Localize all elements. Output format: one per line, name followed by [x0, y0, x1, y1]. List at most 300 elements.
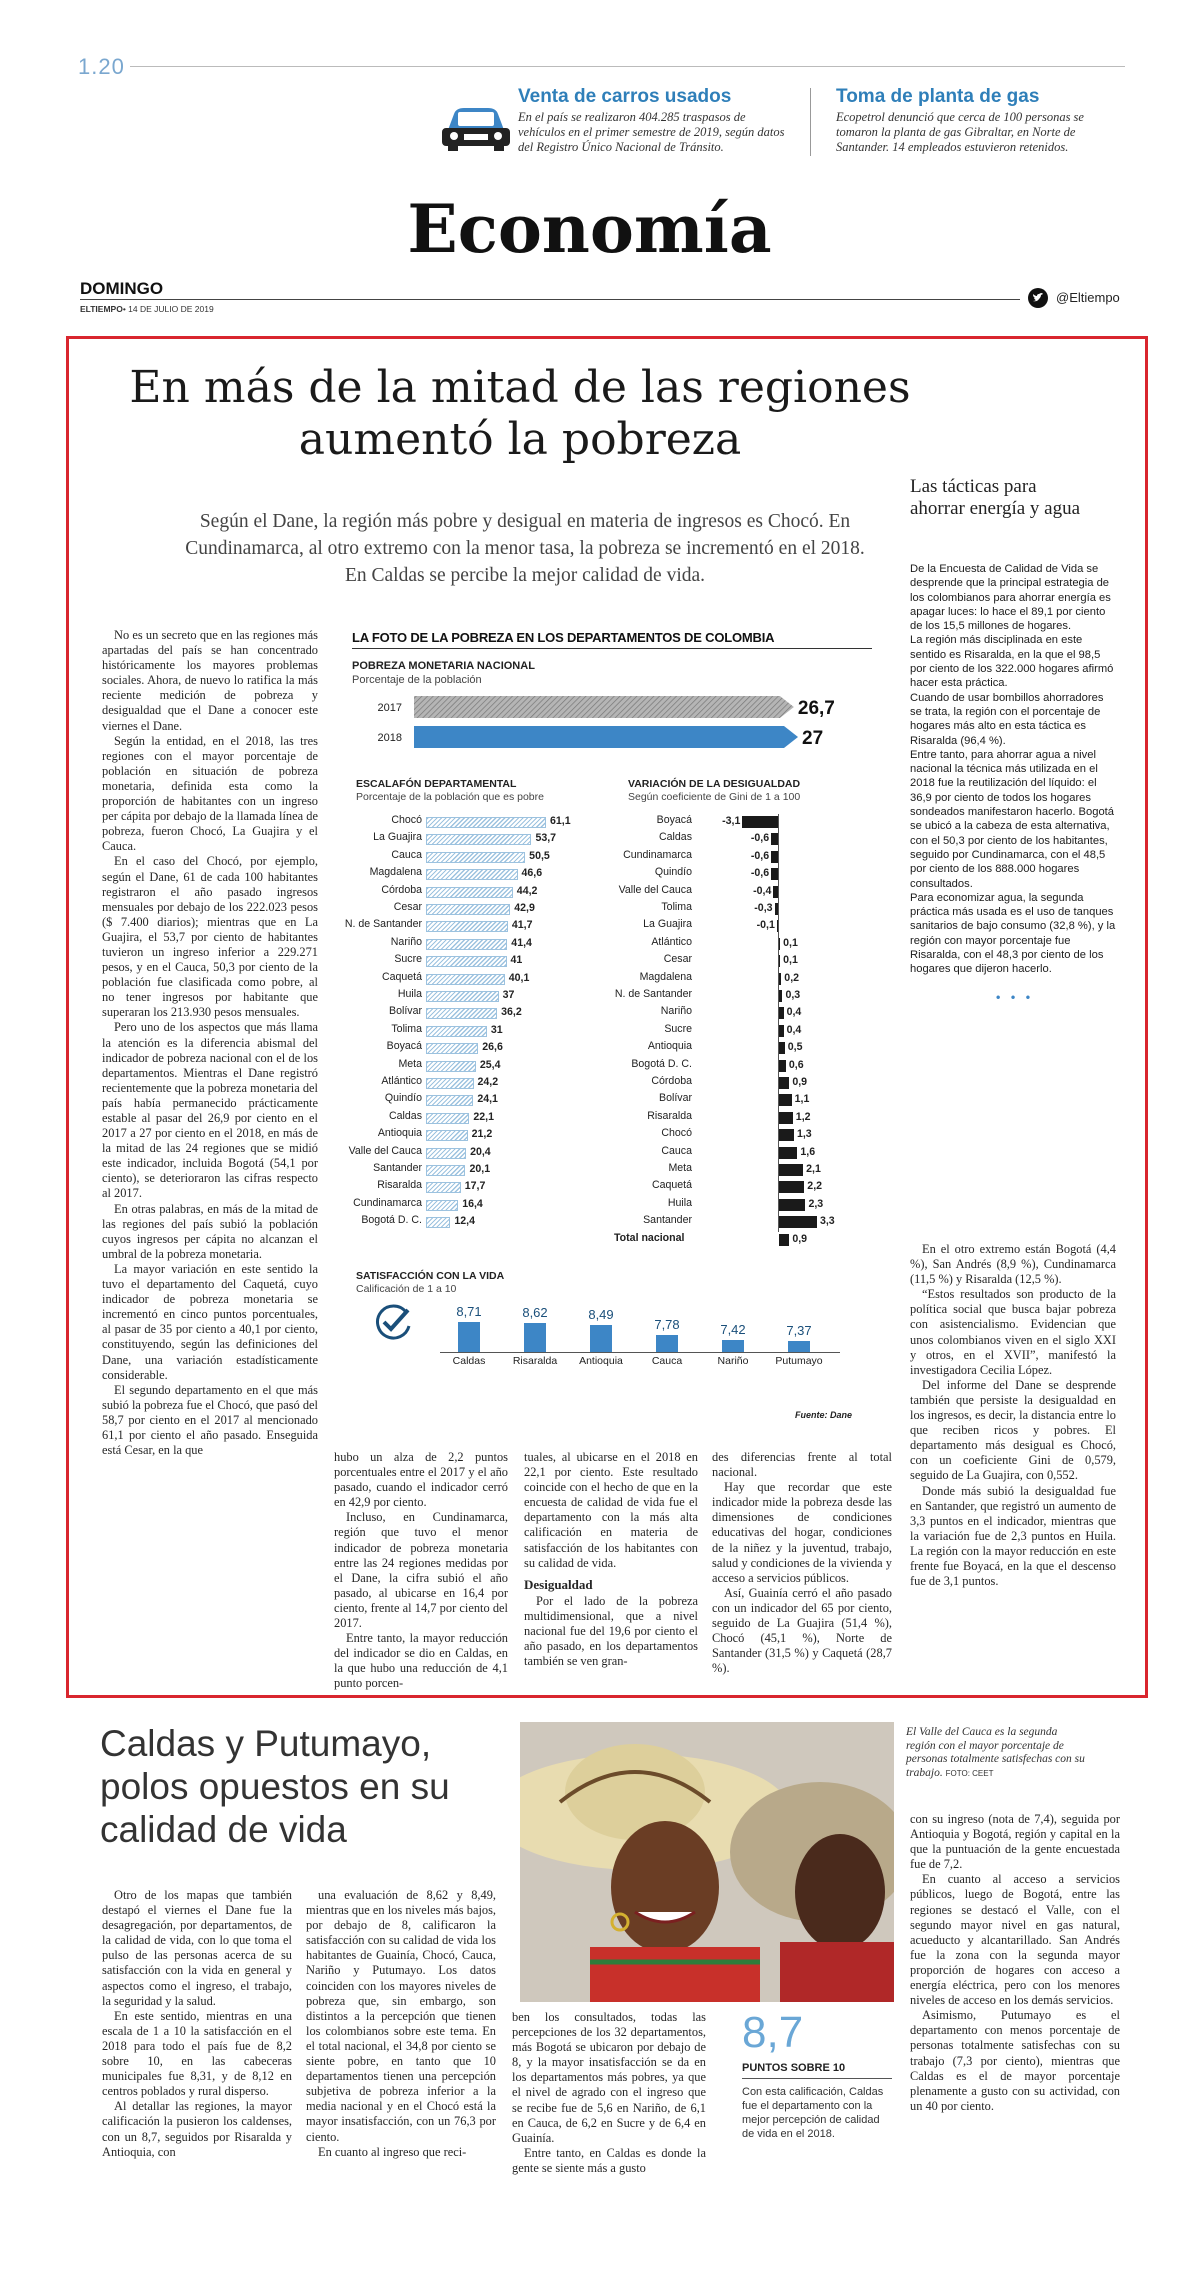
check-badge-icon: [372, 1302, 414, 1344]
paragraph: En cuanto al ingreso que reci-: [318, 2144, 467, 2159]
ranking-title: ESCALAFÓN DEPARTAMENTAL: [356, 778, 517, 790]
paper-name: ELTIEMPO: [80, 304, 123, 314]
paragraph: hubo un alza de 2,2 puntos porcentuales entre el 2017 y el año pasado, cuando el indicador cerró en 42,9 por ciento.: [334, 1450, 508, 1510]
dept-bar: [426, 921, 508, 932]
dept-value: 21,2: [471, 1128, 493, 1141]
dept-row: [352, 1197, 582, 1214]
gini-label: Chocó: [661, 1127, 692, 1140]
dept-label: La Guajira: [373, 831, 422, 844]
dept-label: N. de Santander: [344, 918, 422, 931]
paragraph: En cuanto al acceso a servicios públicos, luego de Bogotá, entre las regiones se destacó el Valle, con el segundo mayor nivel en gas natural, acueducto y alcantarillado. San Andrés fue la zona con la segunda mayor proporción de hogares con acceso a energía eléctrica, pero con los menores niveles de acceso en los demás servicios.: [910, 1872, 1120, 2008]
gini-bar: [779, 938, 780, 950]
dept-row: [352, 1162, 582, 1179]
gini-row: [614, 1197, 872, 1214]
gini-bar: [779, 1042, 785, 1054]
dept-value: 46,6: [521, 867, 543, 880]
section-title: Economía: [407, 190, 772, 268]
gini-label: Antioquia: [647, 1040, 692, 1053]
dept-label: Cundinamarca: [353, 1196, 422, 1209]
satisfaction-bar: [788, 1341, 810, 1352]
gini-label: Magdalena: [639, 970, 692, 983]
dept-value: 37: [502, 989, 515, 1001]
dept-value: 20,4: [470, 1145, 491, 1158]
gini-value: 0,1: [783, 936, 798, 949]
dept-row: [352, 1092, 582, 1109]
gini-row: [614, 849, 872, 866]
gini-label: Nariño: [660, 1005, 692, 1018]
dept-row: [344, 918, 582, 935]
hat-photo: [520, 1722, 894, 2002]
gini-label: Cundinamarca: [623, 848, 692, 861]
gini-value: 0,6: [788, 1058, 804, 1071]
dept-label: Risaralda: [377, 1179, 422, 1192]
dept-value: 20,1: [469, 1163, 491, 1175]
dept-value: 24,1: [477, 1093, 498, 1106]
gini-label: Meta: [668, 1162, 692, 1174]
gini-value: 0,9: [792, 1076, 808, 1088]
dept-bar: [426, 1078, 474, 1089]
dept-bar: [426, 1165, 465, 1176]
gini-row: [614, 866, 872, 883]
national-year-label: 2017: [377, 702, 402, 714]
dept-label: Córdoba: [381, 883, 422, 896]
paragraph: Entre tanto, en Caldas es donde la gente se siente más a gusto: [512, 2145, 706, 2175]
gini-row: [614, 1110, 872, 1127]
satisfaction-baseline: [440, 1352, 840, 1353]
dept-bar: [426, 1008, 497, 1019]
dept-bar: [426, 1113, 469, 1124]
dept-bar: [426, 1095, 473, 1106]
paragraph: Asimismo, Putumayo es el departamento con menos porcentaje de personas totalmente satisfechas con su trabajo (7,3 por ciento), mientras que Caldas es el de mayor porcentaje plenamente a gusto con su actividad, con un 40 por ciento.: [910, 2008, 1120, 2113]
dept-row: [352, 1005, 582, 1022]
paragraph: Según la entidad, en el 2018, las tres regiones con el mayor porcentaje de población en situación de pobreza monetaria, definida esta como la proporción de habitantes con un ingreso per cápita por debajo de la llamada línea de pobreza, fueron Chocó, La Guajira y el Cauca.: [102, 733, 318, 854]
teaser-title: Toma de planta de gas: [836, 86, 1040, 107]
dept-row: [352, 1075, 582, 1092]
teaser-text: Ecopetrol denunció que cerca de 100 personas se tomaron la planta de gas Gibraltar, en Norte de Santander. 14 empleados estuvieron retenidos.: [836, 110, 1084, 154]
satisfaction-chart: [440, 1294, 840, 1374]
satisfaction-bar: [524, 1323, 546, 1352]
gini-label: Bogotá D. C.: [631, 1057, 692, 1070]
gini-bar: [779, 955, 780, 967]
sidebar: [910, 476, 1118, 1005]
dept-row: [352, 901, 582, 918]
dept-label: Bogotá D. C.: [361, 1214, 422, 1227]
dept-row: [352, 1127, 582, 1144]
satisfaction-value: 8,49: [588, 1307, 614, 1323]
gini-row: [614, 831, 872, 848]
sidebar-paragraph: Cuando de usar bombillos ahorradores se trata, la región con el porcentaje de hogares más alto en esta táctica es Risaralda (96,4 %).: [910, 691, 1104, 747]
gini-value: 1,3: [796, 1128, 812, 1141]
dept-bar: [426, 852, 525, 863]
top-rule: [130, 66, 1125, 67]
paragraph: con su ingreso (nota de 7,4), seguida por Antioquia y Bogotá, región y capital en la que la puntuación de la gente encuestada fue de 7,2.: [910, 1812, 1120, 1872]
gini-bar: [779, 973, 781, 985]
dept-bar: [426, 956, 507, 967]
dept-row: [352, 849, 582, 866]
dept-value: 36,2: [501, 1006, 522, 1019]
dept-row: [348, 1144, 582, 1162]
dept-row: [352, 1214, 582, 1231]
satisfaction-label: Cauca: [651, 1355, 683, 1367]
gini-label: Valle del Cauca: [618, 883, 692, 896]
gini-value: 1,6: [800, 1145, 816, 1158]
gini-value: 0,5: [787, 1041, 803, 1054]
second-column-5: [910, 1812, 1120, 2114]
gini-bar: [779, 1060, 786, 1072]
gini-label: Tolima: [661, 901, 692, 913]
sidebar-paragraph: Para economizar agua, la segunda práctica más usada es el uso de tanques sanitarios de bajo consumo (32,8 %), y la región con mayor porcentaje fue Risaralda, con el 48,3 por ciento de los hogares que dijeron hacerlo.: [910, 891, 1116, 976]
second-column-2: [306, 1888, 496, 2160]
teaser-used-cars[interactable]: [518, 86, 790, 155]
gini-bar: [771, 851, 778, 863]
national-value-label: 26,7: [797, 698, 835, 719]
national-poverty-chart: [352, 692, 852, 762]
gini-row: [614, 918, 872, 935]
dept-row: [352, 1110, 582, 1127]
dept-bar: [426, 991, 499, 1002]
sidebar-paragraph: De la Encuesta de Calidad de Vida se desprende que la principal estrategia de los colombianos para ahorrar energía es apagar luces: lo hace el 89,1 por ciento de los 15,5 millones de hogares.: [910, 563, 1111, 633]
satisfaction-bar: [722, 1340, 744, 1352]
dept-row: [352, 971, 582, 988]
satisfaction-value: 7,78: [654, 1317, 680, 1333]
dept-label: Quindío: [384, 1092, 422, 1105]
dept-bar: [426, 939, 507, 950]
dept-row: [352, 953, 582, 970]
satisfaction-label: Putumayo: [775, 1355, 823, 1367]
dept-value: 42,9: [514, 902, 535, 914]
satisfaction-bar: [458, 1322, 480, 1352]
gini-bar: [779, 1025, 784, 1037]
second-column-1: [102, 1888, 292, 2160]
gini-value: 2,2: [807, 1180, 823, 1193]
dept-bar: [426, 817, 546, 828]
dept-label: Valle del Cauca: [348, 1144, 422, 1157]
dept-value: 41,4: [511, 936, 532, 949]
paragraph: En el caso del Chocó, por ejemplo, según el Dane, 61 de cada 100 habitantes registraron el año pasado ingresos mensuales por debajo de los 222.023 pesos ($ 7.400 diarios); mientras que en La Guajira, el 53,7 por ciento de habitantes tuvieron un ingreso inferior a 229.271 pesos, y en el Cauca, 50,3 por ciento de la población fue clasificada como pobre, al no tener ingresos por habitante que superaran los 213.930 pesos mensuales.: [102, 854, 318, 1020]
gini-value: 0,9: [792, 1232, 808, 1245]
dept-value: 17,7: [464, 1180, 486, 1193]
gini-value: 1,2: [795, 1110, 811, 1123]
main-column-1: [102, 628, 318, 1458]
subhead-desigualdad: Desigualdad: [524, 1576, 593, 1592]
gini-value: 0,4: [786, 1023, 802, 1036]
gini-label: Boyacá: [656, 814, 692, 826]
paragraph: En otras palabras, en más de la mitad de las regiones del país subió la población cuyos ingresos per cápita no alcanzan el umbral de la pobreza monetaria.: [102, 1201, 318, 1261]
main-headline: En más de la mitad de las regiones aumentó la pobreza: [129, 362, 911, 465]
national-year-label: 2018: [377, 732, 402, 744]
national-bar: [414, 726, 798, 748]
paragraph: des diferencias frente al total nacional.: [712, 1450, 892, 1480]
gini-label: Caldas: [659, 831, 692, 844]
gini-row: [614, 814, 872, 831]
paragraph: En este sentido, mientras en una escala de 1 a 10 la satisfacción en el 2018 para todo el país fue de 8,2 sobre 10, en las cabeceras municipales fue 8,31, y de 8,12 en centros poblados y rural disperso.: [102, 2008, 292, 2099]
main-column-3: [524, 1450, 698, 1669]
gini-bar: [779, 1007, 784, 1019]
dept-label: Magdalena: [369, 866, 422, 879]
gini-variation-chart: [614, 814, 872, 1254]
gini-row: [614, 1179, 872, 1196]
edition-date: • 14 DE JULIO DE 2019: [122, 304, 214, 314]
dept-bar: [426, 1061, 476, 1072]
dept-row: [352, 866, 582, 883]
dept-value: 26,6: [482, 1041, 503, 1054]
paragraph: “Estos resultados son producto de la política social que busca bajar pobreza con asistencialismo. Evidencian que unos colombianos viven en el siglo XXI y otros, en el XVII”, manifestó la investigadora Cecilia López.: [910, 1287, 1116, 1377]
main-lead: Según el Dane, la región más pobre y desigual en materia de ingresos es Chocó. En Cundinamarca, al otro extremo con la menor tasa, la pobreza se incrementó en el 2018. En Caldas se percibe la mejor calidad de vida.: [185, 511, 865, 586]
gini-value: 2,3: [808, 1197, 824, 1210]
dept-bar: [426, 1130, 468, 1141]
gini-row: [614, 1058, 872, 1075]
dept-value: 12,4: [454, 1215, 475, 1228]
national-bar: [414, 696, 794, 718]
dept-value: 16,4: [462, 1197, 483, 1210]
gini-row: [614, 1075, 872, 1092]
dept-row: [352, 1023, 582, 1040]
gini-label: Bolívar: [659, 1092, 692, 1105]
dept-value: 41: [510, 954, 523, 967]
second-column-3: [512, 2010, 706, 2176]
twitter-handle[interactable]: @Eltiempo: [1056, 290, 1120, 305]
photo-caption-text: El Valle del Cauca es la segunda región con el mayor porcentaje de personas totalmente satisfechas con su trabajo.: [906, 1726, 1085, 1779]
paragraph: El segundo departamento en el que más subió la pobreza fue el Chocó, que pasó del 58,7 por ciento en el 2017 al mencionado 61,1 por ciento el año pasado. Enseguida está Cesar, en la que: [102, 1382, 318, 1458]
gini-bar: [773, 886, 778, 898]
gini-bar: [779, 1147, 797, 1159]
paragraph: Otro de los mapas que también destapó el viernes el Dane fue la desagregación, por departamentos, de la calidad de vida, con lo que toma el pulso de las personas acerca de su satisfacción con la vida en general y aspectos como el ingreso, el trabajo, la seguridad y la salud.: [102, 1888, 292, 2008]
day-label: DOMINGO: [80, 279, 164, 298]
dept-label: Caquetá: [381, 970, 422, 983]
satisfaction-subtitle: Calificación de 1 a 10: [356, 1283, 457, 1295]
dept-value: 40,1: [508, 971, 530, 984]
gini-value: 2,1: [806, 1163, 821, 1175]
satisfaction-label: Risaralda: [512, 1355, 558, 1367]
national-title: POBREZA MONETARIA NACIONAL: [352, 660, 535, 672]
ranking-subtitle: Porcentaje de la población que es pobre: [356, 791, 544, 803]
satisfaction-label: Nariño: [717, 1355, 749, 1367]
paragraph: Entre tanto, la mayor reducción del indicador se dio en Caldas, en la que hubo una reducción de 4,1 punto porcen-: [334, 1631, 508, 1691]
dept-bar: [426, 1026, 487, 1037]
gini-value: 3,3: [819, 1215, 835, 1228]
main-column-5: [910, 1242, 1116, 1589]
sidebar-text: [910, 562, 1118, 977]
photo-caption: [906, 1726, 1086, 1780]
gini-bar: [779, 1112, 793, 1124]
gini-value: -0,1: [756, 919, 775, 932]
stat-value: 8,7: [742, 2008, 804, 2057]
photo-credit: FOTO: CEET: [945, 1768, 994, 1778]
dept-label: Meta: [398, 1057, 422, 1070]
dept-label: Santander: [373, 1162, 422, 1174]
national-subtitle: Porcentaje de la población: [352, 674, 482, 686]
dept-label: Cesar: [393, 901, 422, 913]
gini-label: Cesar: [663, 953, 692, 966]
dept-value: 53,7: [535, 832, 557, 845]
dept-label: Antioquia: [377, 1127, 422, 1140]
dept-row: [352, 1040, 582, 1057]
gini-value: -0,4: [753, 884, 772, 897]
dept-value: 31: [490, 1023, 503, 1036]
gini-bar: [771, 833, 778, 845]
stat-label: PUNTOS SOBRE 10: [742, 2062, 892, 2079]
dept-label: Boyacá: [386, 1040, 422, 1053]
gini-bar: [779, 1181, 804, 1193]
satisfaction-bar: [590, 1325, 612, 1352]
gini-label: N. de Santander: [614, 988, 692, 1000]
gini-row: [614, 953, 872, 970]
gini-label: Santander: [643, 1214, 692, 1227]
satisfaction-title: SATISFACCIÓN CON LA VIDA: [356, 1270, 505, 1282]
dept-bar: [426, 1200, 458, 1211]
gini-bar: [779, 990, 782, 1002]
gini-value: 1,1: [794, 1093, 810, 1106]
national-value-label: 27: [802, 728, 824, 749]
sidebar-dots: • • •: [994, 990, 1034, 1005]
gini-title: VARIACIÓN DE LA DESIGUALDAD: [628, 778, 801, 790]
paragraph: tuales, al ubicarse en el 2018 en 22,1 por ciento. Este resultado coincide con el hecho de que en la encuesta de calidad de vida fue el departamento con la más alta calificación en materia de satisfacción de los habitantes con su calidad de vida.: [524, 1450, 698, 1570]
gini-row: [614, 1005, 872, 1022]
twitter-icon[interactable]: [1028, 288, 1048, 308]
gini-row: [614, 1232, 872, 1249]
paragraph: No es un secreto que en las regiones más apartadas del país se han concentrado históricamente los mayores problemas sociales. Ahora, de nuevo lo ratifica la más reciente medición de pobreza y desigualdad que el Dane a conocer este viernes el Dane.: [102, 628, 318, 733]
dept-row: [352, 884, 582, 901]
dept-row: [352, 814, 582, 831]
paragraph: ben los consultados, todas las percepciones de los 32 departamentos, más Bogotá se ubicaron por debajo de 8, y la mayor insatisfacción se da en los departamentos más pobres, ya que el nivel de agrado con el ingreso que se recibe fue de 5,6 en Nariño, de 6,1 en Cauca, de 6,2 en Sucre y de 6,4 en Guainía.: [512, 2010, 706, 2145]
gini-label: Caquetá: [651, 1179, 692, 1192]
teaser-gas-plant[interactable]: [836, 86, 1126, 155]
paragraph: una evaluación de 8,62 y 8,49, mientras que en los niveles más bajos, por debajo de 8, calificaron la satisfacción con su calidad de vida los habitantes de Guainía, Chocó, Cauca, Nariño y Putumayo. Los datos coinciden con los mayores niveles de pobreza que, sin embargo, son distintos a la percepción que tienen los colombianos sobre este tema. En el total nacional, el 34,8 por ciento se siente pobre, en tanto que 10 departamentos tienen una percepción subjetiva de pobreza inferior a la media nacional y en el Chocó está la mayor insatisfacción, con un 76,3 por ciento.: [306, 1888, 496, 2144]
stat-box: [742, 2010, 892, 2141]
satisfaction-value: 7,37: [786, 1322, 812, 1338]
gini-subtitle: Según coeficiente de Gini de 1 a 100: [628, 791, 801, 803]
dept-value: 22,1: [473, 1110, 495, 1123]
gini-label: Total nacional: [614, 1231, 685, 1244]
gini-label: Sucre: [664, 1022, 692, 1035]
gini-value: -3,1: [722, 815, 741, 827]
dept-label: Bolívar: [389, 1005, 422, 1018]
gini-value: -0,3: [754, 902, 773, 914]
gini-row: [614, 1092, 872, 1109]
dept-value: 24,2: [477, 1076, 499, 1088]
paragraph: Del informe del Dane se desprende también que persiste la desigualdad en los ingresos, es decir, la distancia entre lo que reciben ricos y pobres. El departamento más desigual es Chocó, con un coeficiente Gini de 0,579, seguido de La Guajira, con 0,552.: [910, 1377, 1116, 1483]
dept-label: Nariño: [390, 935, 422, 948]
sidebar-title: Las tácticas para ahorrar energía y agua: [910, 476, 1081, 519]
dept-bar: [426, 869, 518, 880]
dept-value: 50,5: [529, 849, 550, 862]
gini-label: La Guajira: [643, 918, 692, 931]
paragraph: Al detallar las regiones, la mayor calificación la pusieron los caldenses, con un 8,7, seguidos por Risaralda y Antioquia, con: [102, 2099, 292, 2159]
dept-row: [352, 831, 582, 848]
dept-row: [352, 936, 582, 953]
paragraph: Incluso, en Cundinamarca, región que tuvo el menor indicador de pobreza monetaria entre las 24 regiones medidas por el Dane, la cifra subió el año pasado, al ubicarse en 16,4 por ciento, frente al 14,7 por ciento del 2017.: [334, 1510, 508, 1631]
gini-label: Huila: [667, 1196, 692, 1209]
satisfaction-value: 8,71: [456, 1304, 482, 1319]
dept-label: Atlántico: [381, 1075, 422, 1087]
dept-bar: [426, 1182, 461, 1193]
dept-bar: [426, 1043, 478, 1054]
gini-value: -0,6: [750, 832, 770, 845]
gini-label: Córdoba: [651, 1075, 692, 1087]
paragraph: En el otro extremo están Bogotá (4,4 %), San Andrés (8,9 %), Cundinamarca (11,5 %) y Risaralda (12,5 %).: [910, 1242, 1116, 1287]
satisfaction-value: 7,42: [720, 1322, 746, 1338]
gini-bar: [779, 1077, 789, 1089]
gini-row: [614, 1040, 872, 1057]
gini-row: [614, 988, 872, 1005]
dept-value: 61,1: [550, 815, 571, 827]
gini-bar: [779, 1234, 789, 1246]
gini-label: Risaralda: [647, 1109, 692, 1122]
gini-bar: [779, 1199, 805, 1211]
gini-bar: [771, 868, 778, 880]
dept-bar: [426, 1217, 450, 1228]
infographic-title: LA FOTO DE LA POBREZA EN LOS DEPARTAMENTOS DE COLOMBIA: [352, 630, 872, 649]
gini-bar: [777, 920, 778, 932]
infographic: [344, 630, 872, 1430]
gini-row: [614, 1214, 872, 1231]
main-column-4: [712, 1450, 892, 1676]
gini-row: [614, 1127, 872, 1144]
dept-value: 25,4: [479, 1058, 501, 1071]
satisfaction-value: 8,62: [522, 1305, 548, 1321]
gini-bar: [779, 1129, 794, 1141]
gini-value: 0,2: [784, 971, 800, 984]
gini-row: [614, 901, 872, 918]
departmental-poverty-chart: [344, 814, 582, 1234]
dept-label: Huila: [397, 988, 422, 1000]
car-icon: [440, 100, 512, 152]
paragraph: Donde más subió la desigualdad fue en Santander, que registró un aumento de 3,3 puntos en el indicador, mientras que la variación fue de 2,3 puntos en Huila. La región con la mayor reducción en este frente fue Boyacá, en la que el descenso fue de 3,1 puntos.: [910, 1483, 1116, 1589]
dept-row: [352, 1179, 582, 1196]
gini-label: Cauca: [661, 1144, 692, 1157]
stat-text: Con esta calificación, Caldas fue el departamento con la mejor percepción de calidad de vida en el 2018.: [742, 2086, 884, 2140]
gini-bar: [779, 1094, 792, 1106]
dept-row: [352, 1058, 582, 1075]
gini-row: [614, 884, 872, 901]
paragraph: Así, Guainía cerró el año pasado con un indicador del 65 por ciento, seguido de La Guajira (51,4 %), Chocó (45,1 %), Norte de Santander (31,5 %) y Caquetá (28,7 %).: [712, 1585, 892, 1676]
gini-row: [614, 1162, 872, 1179]
dept-bar: [426, 834, 531, 845]
dept-row: [352, 988, 582, 1005]
infographic-source: Fuente: Dane: [794, 1410, 852, 1420]
dept-label: Caldas: [389, 1109, 422, 1122]
main-column-2: [334, 1450, 508, 1692]
masthead-rule: [80, 299, 1020, 300]
gini-row: [614, 936, 872, 953]
gini-value: -0,6: [750, 849, 770, 862]
gini-value: -0,6: [750, 867, 770, 880]
dept-value: 41,7: [511, 919, 533, 932]
gini-row: [614, 971, 872, 988]
page-number: 1.20: [78, 54, 125, 79]
paragraph: La mayor variación en este sentido la tuvo el departamento del Caquetá, cuyo indicador de pobreza monetaria se incrementó en cinco puntos porcentuales, al pasar de 35 por ciento a 40,1 por ciento, constituyendo, según las definiciones del Dane, una variación estadísticamente considerable.: [102, 1261, 318, 1382]
gini-label: Atlántico: [651, 935, 692, 948]
satisfaction-label: Caldas: [452, 1355, 486, 1367]
gini-value: 0,4: [786, 1006, 802, 1019]
teaser-title: Venta de carros usados: [518, 86, 732, 107]
teaser-divider: [810, 88, 811, 156]
gini-value: 0,1: [783, 954, 798, 967]
dept-bar: [426, 1148, 466, 1159]
dept-bar: [426, 904, 510, 915]
sidebar-paragraph: La región más disciplinada en este sentido es Risaralda, en la que el 98,5 por ciento de los 322.000 hogares afirmó hacer esta práctica.: [910, 634, 1114, 690]
dept-label: Cauca: [391, 848, 422, 861]
paragraph: Pero uno de los aspectos que más llama la atención es la diferencia abismal del indicador de pobreza nacional con el de los departamentos. Mientras el Dane registró recientemente que la pobreza monetaria del país había permanecido prácticamente estable al pasar del 26,9 por ciento en el 2017 a 27 por ciento en el 2018, en más de la mitad de las 24 regiones que se midió este indicador, incluida Bogotá (54,1 por ciento), se deterioraron las cifras respecto al 2017.: [102, 1020, 318, 1201]
gini-bar: [775, 903, 778, 915]
dept-label: Chocó: [391, 814, 422, 826]
paper-date: [80, 304, 214, 314]
second-headline: Caldas y Putumayo, polos opuestos en su calidad de vida: [100, 1723, 450, 1850]
gini-bar: [779, 1164, 803, 1176]
gini-row: [614, 1145, 872, 1162]
sidebar-paragraph: Entre tanto, para ahorrar agua a nivel nacional la técnica más utilizada en el 2018 fue la reutilización del líquido: el 36,9 por ciento de todos los hogares sondeados manifestaron hacerlo. Bogotá se ubicó a la cabeza de esta alternativa, con el 50,3 por ciento de los habitantes, seguido por Cundinamarca, con el 48,5 por ciento de los 888.000 hogares consultados.: [910, 748, 1114, 890]
paragraph: Por el lado de la pobreza multidimensional, que a nivel nacional fue del 19,6 por ciento el año pasado, en los departamentos también se ven gran-: [524, 1593, 698, 1669]
